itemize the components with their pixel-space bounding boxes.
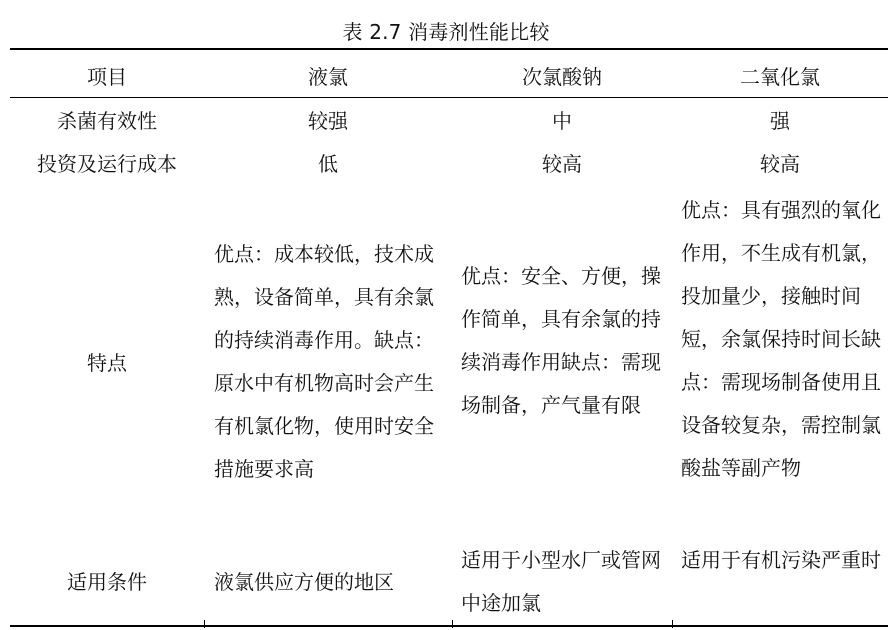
cell-sodium-hypochlorite-effectiveness: 中 <box>552 109 572 133</box>
header-liquid-chlorine: 液氯 <box>308 65 348 89</box>
table-bottom-rule <box>10 625 888 627</box>
cell-sodium-hypochlorite-cost: 较高 <box>542 152 582 176</box>
cell-sodium-hypochlorite-characteristics: 优点：安全、方便，操作简单，具有余氯的持续消毒作用缺点：需现场制备，产气量有限 <box>461 264 661 417</box>
table-caption: 表 2.7 消毒剂性能比较 <box>342 20 550 44</box>
row-label-bactericidal-effectiveness: 杀菌有效性 <box>57 109 157 133</box>
row-label-characteristics: 特点 <box>87 351 127 375</box>
cell-liquid-chlorine-cost: 低 <box>318 152 338 176</box>
cell-chlorine-dioxide-conditions: 适用于有机污染严重时 <box>681 548 881 572</box>
cell-liquid-chlorine-effectiveness: 较强 <box>308 109 348 133</box>
cell-chlorine-dioxide-characteristics: 优点：具有强烈的氧化作用，不生成有机氯，投加量少，接触时间短，余氯保持时间长缺点：需现场制备使用且设备较复杂，需控制氯酸盐等副产物 <box>681 198 881 480</box>
cell-liquid-chlorine-conditions: 液氯供应方便的地区 <box>214 570 394 594</box>
cell-chlorine-dioxide-effectiveness: 强 <box>770 109 790 133</box>
column-separator-mark-2 <box>452 620 453 628</box>
column-separator-mark-3 <box>672 620 673 628</box>
row-label-investment-operating-cost: 投资及运行成本 <box>37 152 177 176</box>
header-chlorine-dioxide: 二氧化氯 <box>740 65 820 89</box>
cell-sodium-hypochlorite-conditions: 适用于小型水厂或管网中途加氯 <box>461 548 661 615</box>
header-item: 项目 <box>87 65 127 89</box>
row-label-applicable-conditions: 适用条件 <box>67 570 147 594</box>
column-separator-mark-1 <box>204 620 205 628</box>
cell-chlorine-dioxide-cost: 较高 <box>760 152 800 176</box>
header-sodium-hypochlorite: 次氯酸钠 <box>522 65 602 89</box>
cell-liquid-chlorine-characteristics: 优点：成本较低，技术成熟，设备简单，具有余氯的持续消毒作用。缺点：原水中有机物高时会产生有机氯化物，使用时安全措施要求高 <box>214 242 434 481</box>
table-top-rule <box>10 48 888 50</box>
